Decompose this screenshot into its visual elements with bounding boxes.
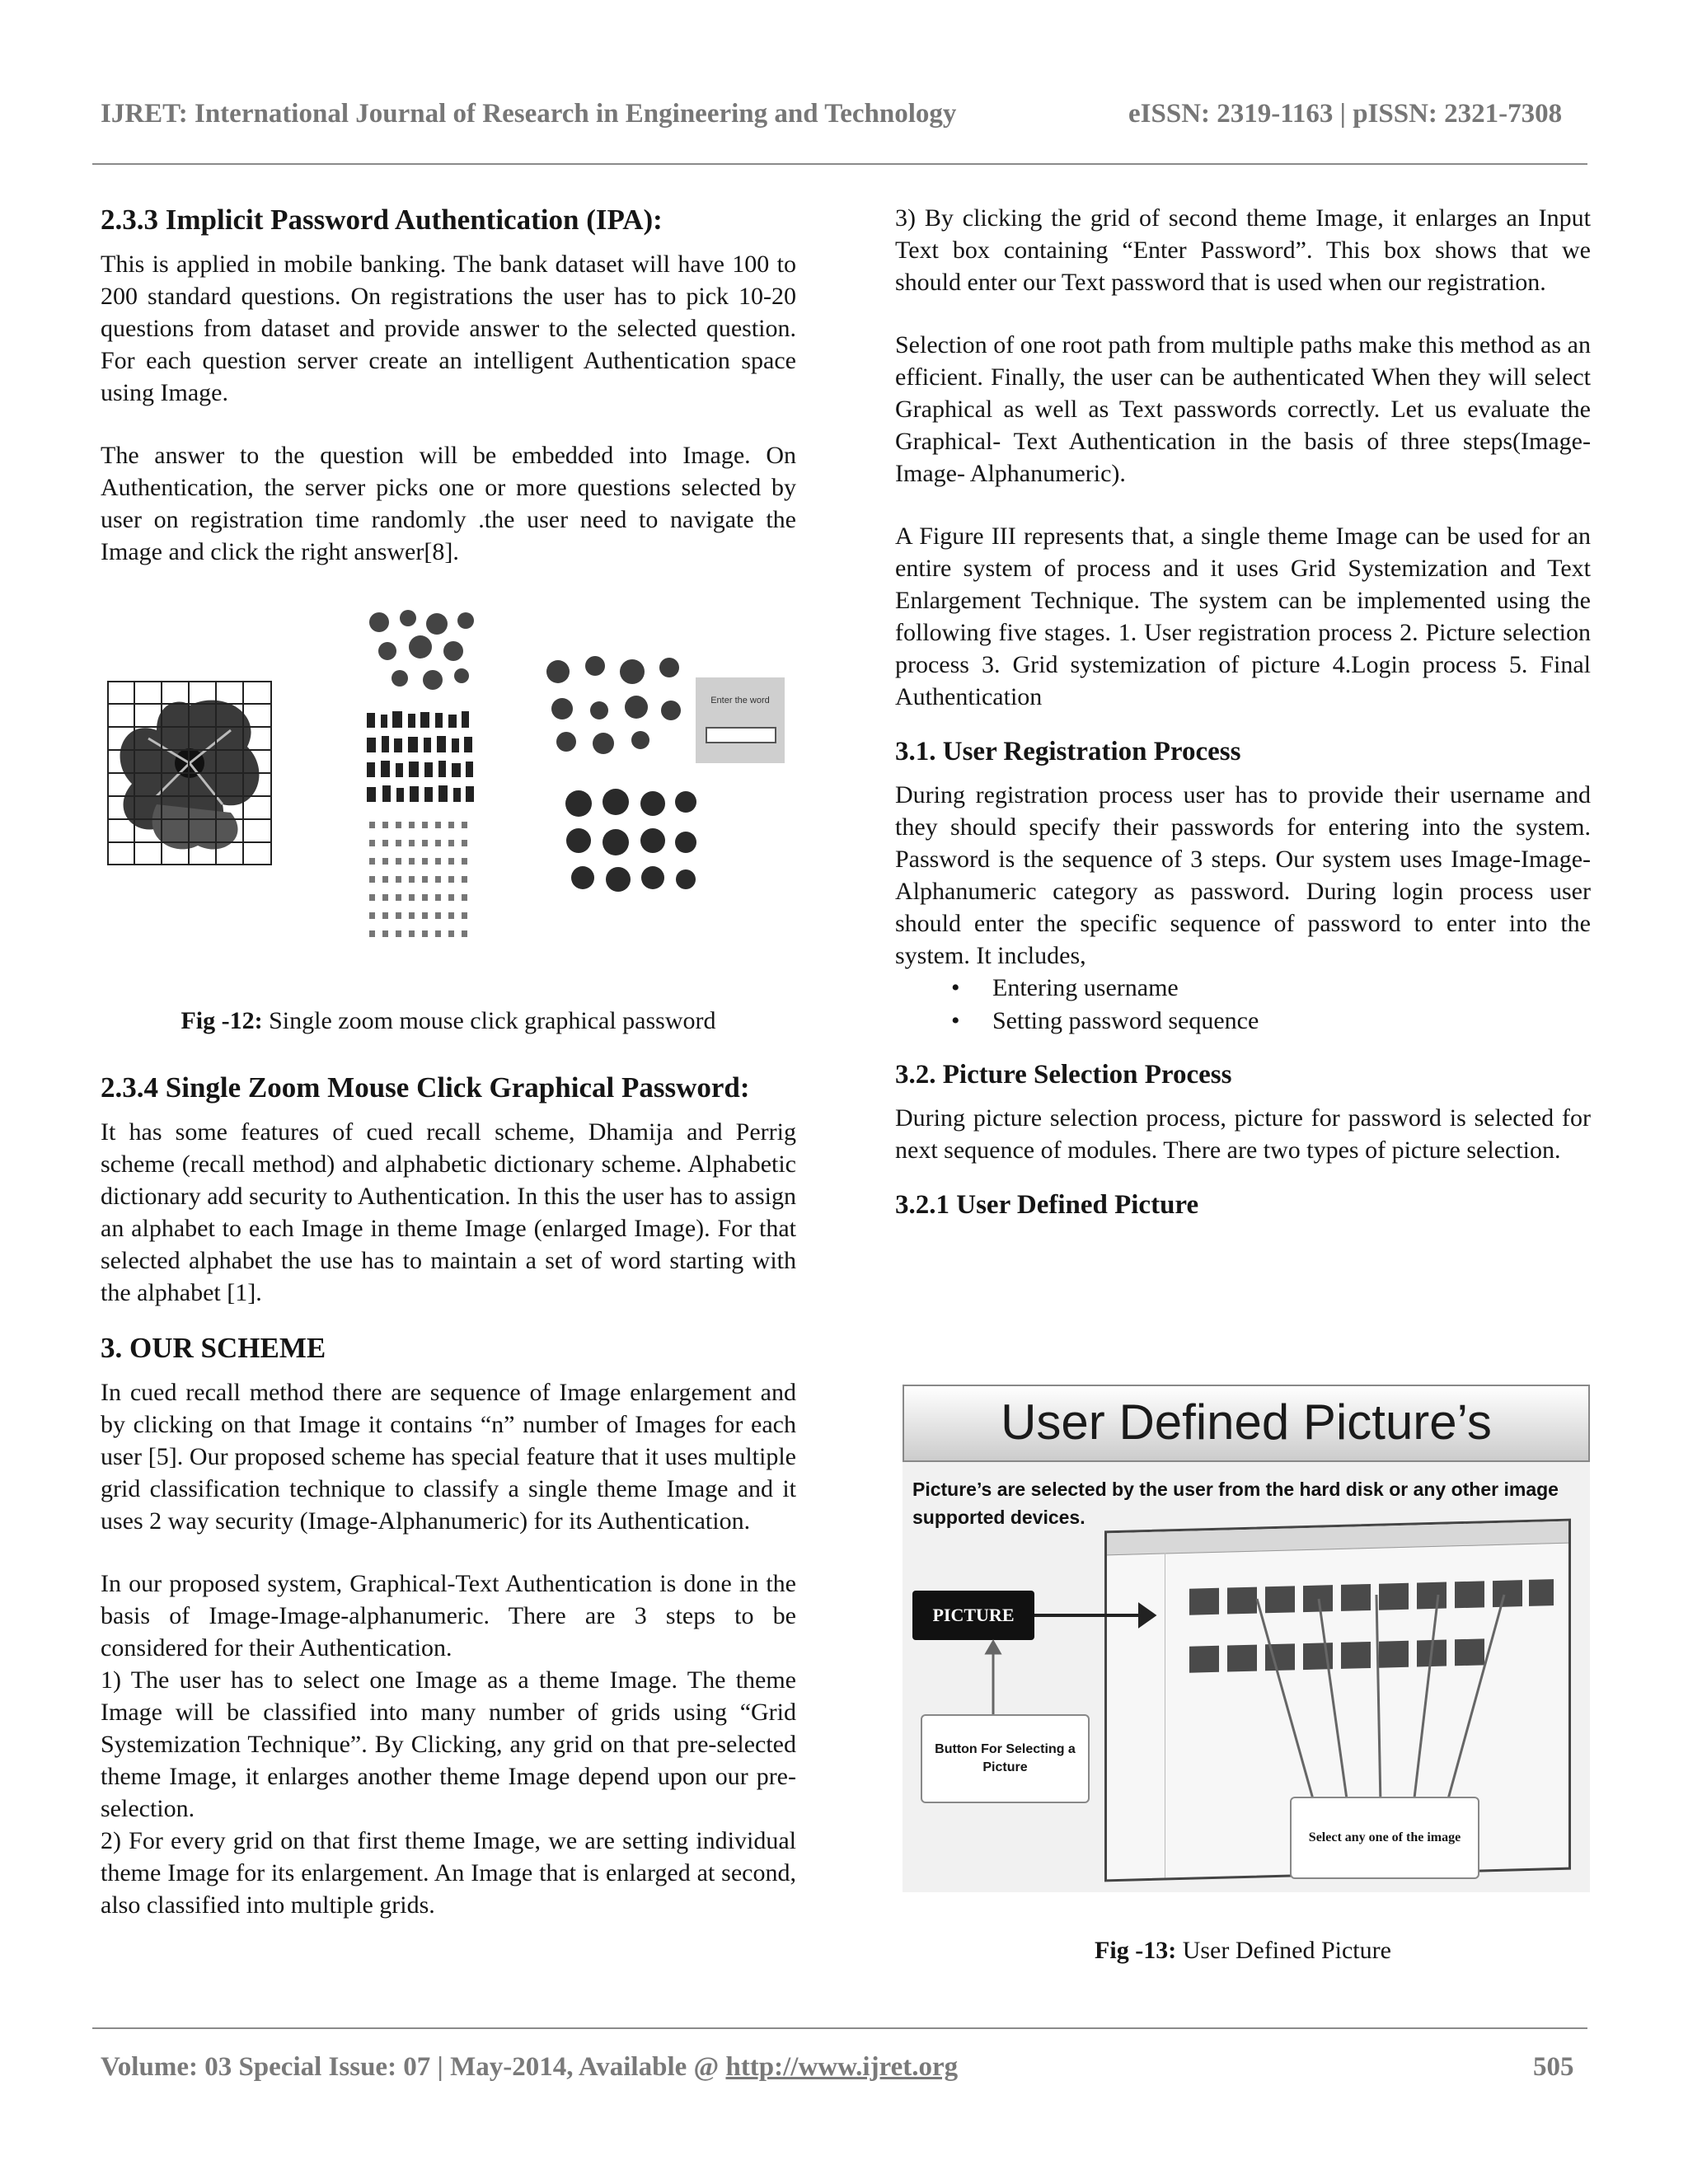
list-item: • Entering username [992, 972, 1591, 1005]
fig12-caption-text: Single zoom mouse click graphical password [269, 1007, 716, 1034]
fig12-caption [101, 1007, 796, 1035]
s3-paragraph-3: 1) The user has to select one Image as a theme Image. The theme Image will be classified into many number of grids using “Grid Systemization Technique”. By Clicking, any grid on that pre-selected theme Image, it enlarges another theme Image depend upon our pre-selection. [101, 1666, 796, 1822]
enter-word-field [706, 727, 776, 743]
select-note-callout [1290, 1797, 1479, 1879]
s31-paragraph-1: During registration process user has to provide their username and they should specify their passwords for entering into the system. Password is the sequence of 3 steps. Our system uses Image-Image-Alphanumeric category as password. During login process user should enter the specific sequence of password to enter into the system. It includes, [895, 781, 1591, 969]
issn-info: eISSN: 2319-1163 | pISSN: 2321-7308 [1128, 99, 1563, 129]
button-note-callout [921, 1714, 1090, 1803]
picture-button-label: PICTURE [912, 1591, 1034, 1640]
section-2-3-4-heading: 2.3.4 Single Zoom Mouse Click Graphical Password: [101, 1071, 750, 1104]
section-3-heading: 3. OUR SCHEME [101, 1332, 326, 1364]
section-2-3-3-heading: 2.3.3 Implicit Password Authentication (IPA): [101, 204, 663, 236]
s233-paragraph-1: This is applied in mobile banking. The bank dataset will have 100 to 200 standard questions. On registrations the user has to pick 10-20 questions from dataset and provide answer to the selected question. For each question server create an intelligent Authentication space using Image. [101, 251, 796, 406]
selection-paragraph: Selection of one root path from multiple paths make this method as an efficient. Finally, the user can be authenticated When they will select Graphical as well as Text passwords correctly. Let us evaluate the Graphical- Text Authentication in the basis of three steps(Image-Image- Alphanumeric). [895, 331, 1591, 487]
fig13-label: Fig -13: [1095, 1937, 1177, 1964]
enter-word-box [696, 677, 785, 763]
icon-sets-image [363, 606, 486, 960]
left-column-bottom [101, 1070, 796, 1921]
fig13-caption-text: User Defined Picture [1182, 1937, 1391, 1964]
figure-13 [903, 1385, 1590, 1892]
left-column-top [101, 202, 796, 568]
step3-paragraph: 3) By clicking the grid of second theme Image, it enlarges an Input Text box containing “Enter Password”. This box shows that we should enter our Text password that is used when our registration. [895, 204, 1591, 296]
footer-rule [92, 2027, 1587, 2029]
s31-bullet-list [895, 972, 1591, 1038]
figure3-paragraph: A Figure III represents that, a single theme Image can be used for an entire system of process and it uses Grid Systemization and Text Enlargement Technique. The system can be implemented using the following five stages. 1. User registration process 2. Picture selection process 3. Grid systemization of picture 4.Login process 5. Final Authentication [895, 523, 1591, 710]
fig13-subtitle: Picture’s are selected by the user from the hard disk or any other image supported devices. [912, 1479, 1559, 1528]
s32-paragraph-1: During picture selection process, picture for password is selected for next sequence of modules. There are two types of picture selection. [895, 1104, 1591, 1164]
s234-paragraph-1: It has some features of cued recall scheme, Dhamija and Perrig scheme (recall method) and alphabetic dictionary scheme. Alphabetic dictionary add security to Authentication. In this the user has to assign an alphabet to each Image in theme Image (enlarged Image). For that selected alphabet the use has to maintain a set of word starting with the alphabet [1]. [101, 1118, 796, 1306]
s3-paragraph-2: In our proposed system, Graphical-Text Authentication is done in the basis of Image-Image-alphanumeric. There are 3 steps to be considered for their Authentication. [101, 1570, 796, 1661]
s3-paragraph-1: In cued recall method there are sequence of Image enlargement and by clicking on that Image it contains “n” number of Images for each user [5]. Our proposed scheme has special feature that it uses multiple grid classification technique to classify a single theme Image and it uses 2 way security (Image-Alphanumeric) for its Authentication. [101, 1379, 796, 1535]
journal-title: IJRET: International Journal of Research in Engineering and Technology [101, 99, 957, 129]
right-column [895, 202, 1591, 1222]
fig13-caption [895, 1937, 1591, 1965]
figure-12 [101, 602, 796, 964]
select-note-text: Select any one of the image [1308, 1830, 1461, 1844]
section-3-1-heading: 3.1. User Registration Process [895, 737, 1241, 766]
footer-url-link[interactable]: http://www.ijret.org [725, 2052, 959, 2082]
footer-volume-text: Volume: 03 Special Issue: 07 | May-2014, Available @ [101, 2052, 720, 2082]
s233-paragraph-2: The answer to the question will be embedded into Image. On Authentication, the server picks one or more questions selected by user on registration time randomly .the user need to navigate the Image and click the right answer[8]. [101, 442, 796, 565]
header-rule [92, 163, 1587, 165]
flower-grid-image [107, 681, 272, 865]
enter-word-label: Enter the word [710, 696, 770, 705]
footer-volume [101, 2052, 958, 2083]
s3-paragraph-4: 2) For every grid on that first theme Image, we are setting individual theme Image for its enlargement. An Image that is enlarged at second, also classified into multiple grids. [101, 1827, 796, 1919]
list-item: • Setting password sequence [992, 1005, 1591, 1038]
fig13-arrows [903, 1385, 1590, 1892]
fig12-label: Fig -12: [181, 1007, 263, 1034]
theme-image-clusters [537, 651, 702, 915]
fig13-banner: User Defined Picture’s [903, 1385, 1590, 1462]
section-3-2-heading: 3.2. Picture Selection Process [895, 1060, 1232, 1090]
page-number: 505 [1533, 2052, 1574, 2082]
section-3-2-1-heading: 3.2.1 User Defined Picture [895, 1190, 1199, 1220]
button-note-text: Button For Selecting a Picture [935, 1742, 1076, 1774]
